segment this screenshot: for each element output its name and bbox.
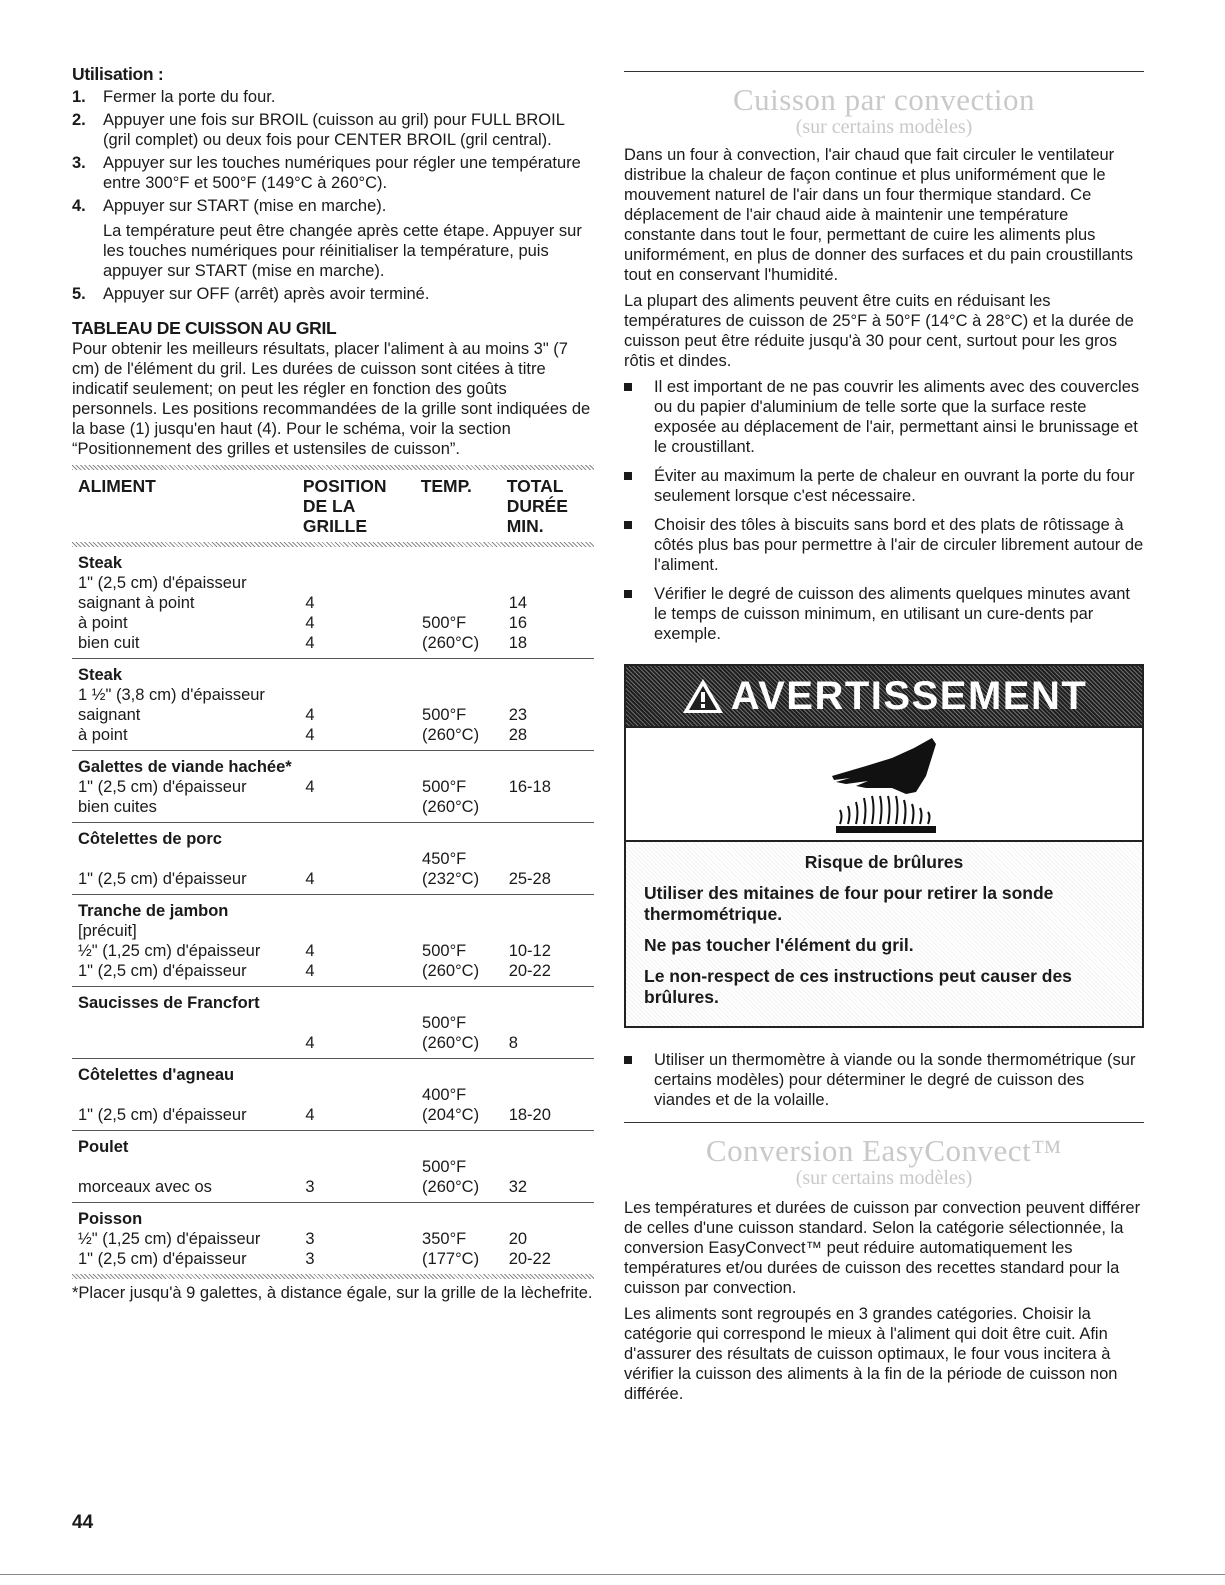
convection-subtitle: (sur certains modèles) [795, 116, 973, 138]
cell-temp: 400°F [422, 1086, 467, 1104]
cell-position: 4 [305, 1106, 315, 1124]
empty-cell [305, 895, 422, 922]
food-name: Steak [78, 554, 123, 572]
convection-para-1: Dans un four à convection, l'air chaud que fait circuler le ventilateur distribue la chaleur de façon continue et plus uniformément que le mouvement naturel de l'air dans un four thermique standard. Ce déplacement de l'air chaud aide à maintenir une température constante dans tout le four, permettant de cuire les aliments plus uniformément, en plus de donner des surfaces et du pain croustillants tout en conservant l'humidité. [624, 146, 1134, 284]
cell-time [509, 1013, 594, 1033]
right-column [624, 64, 1144, 1404]
step-text: Appuyer sur START (mise en marche). [103, 197, 387, 215]
empty-cell [422, 1059, 509, 1086]
table-row [72, 1059, 594, 1086]
easyconvect-top-rule [624, 1122, 1144, 1123]
cell-position [305, 921, 422, 941]
cell-position [305, 797, 422, 823]
cell-position: 3 [305, 1230, 315, 1248]
table-row [72, 751, 594, 778]
table-row [72, 659, 594, 686]
cell-time: 25-28 [508, 870, 551, 888]
cell-food: 1 ½" (3,8 cm) d'épaisseur [78, 686, 265, 704]
bullet-square-icon [624, 521, 632, 529]
cell-position [305, 1085, 422, 1105]
cell-time: 16 [508, 614, 528, 632]
utilisation-heading: Utilisation : [72, 64, 164, 84]
bullet-square-icon [624, 590, 632, 598]
cell-time [509, 921, 594, 941]
page-number: 44 [72, 1512, 94, 1533]
step-number: 1. [72, 88, 86, 106]
cell-temp: (260°C) [422, 634, 480, 652]
empty-cell [305, 1203, 422, 1230]
cell-food: 1" (2,5 cm) d'épaisseur [78, 1250, 247, 1268]
empty-cell [305, 823, 422, 850]
table-row [72, 1033, 594, 1059]
food-name: Poulet [78, 1138, 129, 1156]
list-item [624, 515, 1144, 575]
warning-line-3: Le non-respect de ces instructions peut causer des brûlures. [644, 966, 1072, 1007]
empty-cell [422, 987, 509, 1014]
warning-box [624, 664, 1144, 1028]
step-text: Fermer la porte du four. [103, 88, 276, 106]
cell-food: 1" (2,5 cm) d'épaisseur [78, 870, 247, 888]
cell-temp: (177°C) [422, 1250, 480, 1268]
food-name: Steak [78, 666, 123, 684]
table-row [72, 1105, 594, 1131]
cell-food: à point [78, 614, 128, 632]
cell-position [305, 573, 422, 593]
broil-table-title: TABLEAU DE CUISSON AU GRIL [72, 318, 337, 338]
empty-cell [422, 823, 509, 850]
cell-temp: 450°F [422, 850, 467, 868]
cell-food: 1" (2,5 cm) d'épaisseur [78, 962, 247, 980]
convection-title: Cuisson par convection [732, 82, 1035, 117]
table-row [72, 705, 594, 725]
step-item [72, 153, 594, 193]
cell-position: 3 [305, 1178, 315, 1196]
step-item [72, 110, 594, 150]
easyconvect-title: Conversion EasyConvect™ [705, 1133, 1063, 1168]
cell-temp: (260°C) [422, 1034, 480, 1052]
easyconvect-para-1: Les températures et durées de cuisson par convection peuvent différer de celles d'une cuisson standard. Selon la catégorie sélectionnée, la conversion EasyConvect™ peut réduire automatiquement les températures et/ou durées de cuisson des recettes standard pour la cuisson par convection. [624, 1199, 1141, 1297]
cell-position: 4 [305, 706, 315, 724]
empty-cell [422, 547, 509, 573]
cell-temp: (260°C) [422, 798, 480, 816]
step-item [72, 196, 594, 281]
cell-food [72, 1033, 305, 1059]
cell-temp: 500°F [422, 706, 467, 724]
cell-time [509, 573, 594, 593]
empty-cell [305, 659, 422, 686]
table-row [72, 1203, 594, 1230]
warning-triangle-icon [681, 677, 725, 715]
header-food: ALIMENT [78, 476, 156, 496]
cell-position [305, 849, 422, 869]
step-number: 3. [72, 154, 86, 172]
table-row [72, 1013, 594, 1033]
bullet-text: Éviter au maximum la perte de chaleur en ouvrant la porte du four seulement lorsque c'est nécessaire. [654, 467, 1135, 505]
table-row [72, 777, 594, 797]
cell-temp: (260°C) [422, 962, 480, 980]
table-row [72, 797, 594, 823]
cell-food: ½" (1,25 cm) d'épaisseur [78, 1230, 261, 1248]
empty-cell [509, 987, 594, 1014]
cell-food: [précuit] [78, 922, 137, 940]
empty-cell [509, 895, 594, 922]
table-row [72, 895, 594, 922]
cell-time [509, 797, 594, 823]
cell-temp: (204°C) [422, 1106, 480, 1124]
cell-time: 23 [508, 706, 528, 724]
cell-food: 1" (2,5 cm) d'épaisseur [78, 778, 247, 796]
cell-food: 1" (2,5 cm) d'épaisseur [78, 1106, 247, 1124]
bullet-text: Il est important de ne pas couvrir les aliments avec des couvercles ou du papier d'aluminium de telle sorte que la surface reste exposée au déplacement de l'air, permettant ainsi le brunissage et le croustillant. [654, 378, 1140, 456]
table-row [72, 685, 594, 705]
cell-food [72, 1085, 305, 1105]
cell-time: 20-22 [508, 1250, 551, 1268]
cell-position: 4 [305, 594, 315, 612]
food-name: Galettes de viande hachée* [78, 758, 292, 776]
step-text: Appuyer sur OFF (arrêt) après avoir terminé. [103, 285, 430, 303]
table-footnote: *Placer jusqu'à 9 galettes, à distance égale, sur la grille de la lèchefrite. [72, 1284, 593, 1302]
broil-table [72, 470, 594, 538]
header-position: POSITION DE LA GRILLE [302, 476, 387, 536]
empty-cell [509, 1131, 594, 1158]
table-row [72, 725, 594, 751]
list-item [624, 377, 1144, 457]
bullet-square-icon [624, 1056, 632, 1064]
cell-time: 10-12 [508, 942, 551, 960]
cell-temp: 500°F [422, 942, 467, 960]
cell-position: 4 [305, 870, 315, 888]
table-bottom-hatch [72, 1274, 594, 1279]
step-text: Appuyer sur les touches numériques pour régler une température entre 300°F et 500°F (149°C à 260°C). [103, 154, 581, 192]
convection-para-2: La plupart des aliments peuvent être cuits en réduisant les températures de cuisson de 25°F à 50°F (14°C à 28°C) et la durée de cuisson peut être réduite jusqu'à 30 pour cent, surtout pour les gros rôtis et dindes. [624, 292, 1134, 370]
convection-top-rule [624, 71, 1144, 72]
empty-cell [422, 895, 509, 922]
thermometer-bullet-list [624, 1050, 1144, 1110]
cell-temp [422, 593, 509, 613]
empty-cell [509, 751, 594, 778]
table-row [72, 613, 594, 633]
cell-position: 4 [305, 1034, 315, 1052]
cell-position: 4 [305, 726, 315, 744]
cell-temp: 350°F [422, 1230, 467, 1248]
table-row [72, 547, 594, 573]
table-row [72, 1157, 594, 1177]
warning-header [626, 666, 1142, 728]
table-row [72, 869, 594, 895]
cell-food: saignant [78, 706, 141, 724]
cell-temp: 500°F [422, 1014, 467, 1032]
cell-food: bien cuites [78, 798, 157, 816]
step-number: 2. [72, 111, 86, 129]
cell-time: 20 [508, 1230, 528, 1248]
cell-food [72, 1157, 305, 1177]
cell-position: 4 [305, 942, 315, 960]
cell-temp [422, 685, 509, 705]
table-row [72, 961, 594, 987]
table-header-row [72, 470, 594, 538]
table-row [72, 593, 594, 613]
bullet-square-icon [624, 383, 632, 391]
empty-cell [305, 751, 422, 778]
table-row [72, 1085, 594, 1105]
table-row [72, 633, 594, 659]
empty-cell [305, 1059, 422, 1086]
cell-time: 32 [508, 1178, 528, 1196]
header-temp: TEMP. [420, 476, 472, 496]
warning-line-2: Ne pas toucher l'élément du gril. [644, 935, 914, 955]
food-name: Poisson [78, 1210, 143, 1228]
cell-time [509, 1085, 594, 1105]
empty-cell [305, 987, 422, 1014]
list-item [624, 466, 1144, 506]
table-row [72, 987, 594, 1014]
page-bottom-rule [0, 1574, 1225, 1575]
cell-position [305, 685, 422, 705]
warning-icon-area [626, 728, 1142, 842]
bullet-text: Choisir des tôles à biscuits sans bord et des plats de rôtissage à côtés plus bas pour permettre à l'air de circuler librement autour de l'aliment. [654, 516, 1144, 574]
table-row [72, 849, 594, 869]
steps-list [72, 87, 594, 304]
header-total: TOTAL DURÉE MIN. [506, 476, 568, 536]
warning-title: Risque de brûlures [804, 852, 964, 872]
cell-food [72, 1013, 305, 1033]
cell-position [305, 1013, 422, 1033]
cell-temp: (260°C) [422, 726, 480, 744]
broil-table-intro: Pour obtenir les meilleurs résultats, placer l'aliment à au moins 3" (7 cm) de l'élément du gril. Les durées de cuisson sont citées à titre indicatif seulement; on peut les régler en fonction des goûts personnels. Les positions recommandées de la grille sont indiquées de la base (1) jusqu'en haut (4). Pour le schéma, voir la section “Positionnement des grilles et ustensiles de cuisson”. [72, 340, 591, 458]
food-name: Saucisses de Francfort [78, 994, 260, 1012]
empty-cell [509, 1203, 594, 1230]
cell-position: 3 [305, 1250, 315, 1268]
easyconvect-subtitle: (sur certains modèles) [795, 1167, 973, 1189]
cell-time: 14 [508, 594, 528, 612]
cell-food: à point [78, 726, 128, 744]
cell-time: 8 [508, 1034, 518, 1052]
cell-food: morceaux avec os [78, 1178, 212, 1196]
convection-bullets [624, 377, 1144, 644]
cell-time [509, 849, 594, 869]
empty-cell [422, 1203, 509, 1230]
bullet-text: Vérifier le degré de cuisson des aliments quelques minutes avant le temps de cuisson minimum, en utilisant un cure-dents par exemple. [654, 585, 1131, 643]
empty-cell [509, 823, 594, 850]
cell-time: 20-22 [508, 962, 551, 980]
warning-line-1: Utiliser des mitaines de four pour retirer la sonde thermométrique. [644, 883, 1054, 924]
cell-position: 4 [305, 778, 315, 796]
cell-position [305, 1157, 422, 1177]
list-item [624, 1050, 1144, 1110]
empty-cell [305, 547, 422, 573]
food-name: Côtelettes de porc [78, 830, 222, 848]
table-row [72, 1177, 594, 1203]
empty-cell [509, 1059, 594, 1086]
table-row [72, 1229, 594, 1249]
cell-temp: (232°C) [422, 870, 480, 888]
table-row [72, 1249, 594, 1274]
cell-food [72, 849, 305, 869]
cell-food: saignant à point [78, 594, 195, 612]
table-row [72, 823, 594, 850]
step-number: 5. [72, 285, 86, 303]
cell-position: 4 [305, 614, 315, 632]
cell-food: 1" (2,5 cm) d'épaisseur [78, 574, 247, 592]
step-number: 4. [72, 197, 86, 215]
step-item [72, 87, 594, 107]
step-item [72, 284, 594, 304]
cell-time [509, 685, 594, 705]
food-name: Côtelettes d'agneau [78, 1066, 235, 1084]
empty-cell [509, 659, 594, 686]
step-text: Appuyer une fois sur BROIL (cuisson au gril) pour FULL BROIL (gril complet) ou deux fois pour CENTER BROIL (gril central). [103, 111, 565, 149]
broil-table-body [72, 547, 594, 1274]
table-row [72, 921, 594, 941]
thermometer-bullet-text: Utiliser un thermomètre à viande ou la sonde thermométrique (sur certains modèles) pour déterminer le degré de cuisson des viandes et de la volaille. [654, 1051, 1136, 1109]
empty-cell [422, 751, 509, 778]
cell-temp: 500°F [422, 614, 467, 632]
cell-time: 16-18 [508, 778, 551, 796]
warning-header-text: AVERTISSEMENT [730, 673, 1088, 718]
cell-time: 28 [508, 726, 528, 744]
warning-body [626, 842, 1142, 1026]
empty-cell [422, 1131, 509, 1158]
cell-food: ½" (1,25 cm) d'épaisseur [78, 942, 261, 960]
cell-temp: 500°F [422, 1158, 467, 1176]
step-extra-text: La température peut être changée après cette étape. Appuyer sur les touches numériques pour réinitialiser la température, puis appuyer sur START (mise en marche). [103, 222, 582, 280]
left-column [72, 64, 594, 1303]
cell-temp: 500°F [422, 778, 467, 796]
empty-cell [305, 1131, 422, 1158]
cell-time [509, 1157, 594, 1177]
food-name: Tranche de jambon [78, 902, 229, 920]
cell-position: 4 [305, 962, 315, 980]
cell-temp [422, 573, 509, 593]
cell-temp: (260°C) [422, 1178, 480, 1196]
easyconvect-para-2: Les aliments sont regroupés en 3 grandes catégories. Choisir la catégorie qui correspond le mieux à l'aliment qui doit être cuit. Afin d'assurer des résultats de cuisson optimaux, le four vous incitera à vérifier la cuisson des aliments à la fin de la période de cuisson non différée. [624, 1305, 1118, 1403]
table-row [72, 573, 594, 593]
cell-position: 4 [305, 634, 315, 652]
table-row [72, 941, 594, 961]
hot-surface-hand-icon [826, 736, 946, 836]
cell-time: 18-20 [508, 1106, 551, 1124]
cell-food: bien cuit [78, 634, 140, 652]
list-item [624, 584, 1144, 644]
cell-time: 18 [508, 634, 528, 652]
table-row [72, 1131, 594, 1158]
empty-cell [509, 547, 594, 573]
empty-cell [422, 659, 509, 686]
cell-temp [422, 921, 509, 941]
bullet-square-icon [624, 472, 632, 480]
